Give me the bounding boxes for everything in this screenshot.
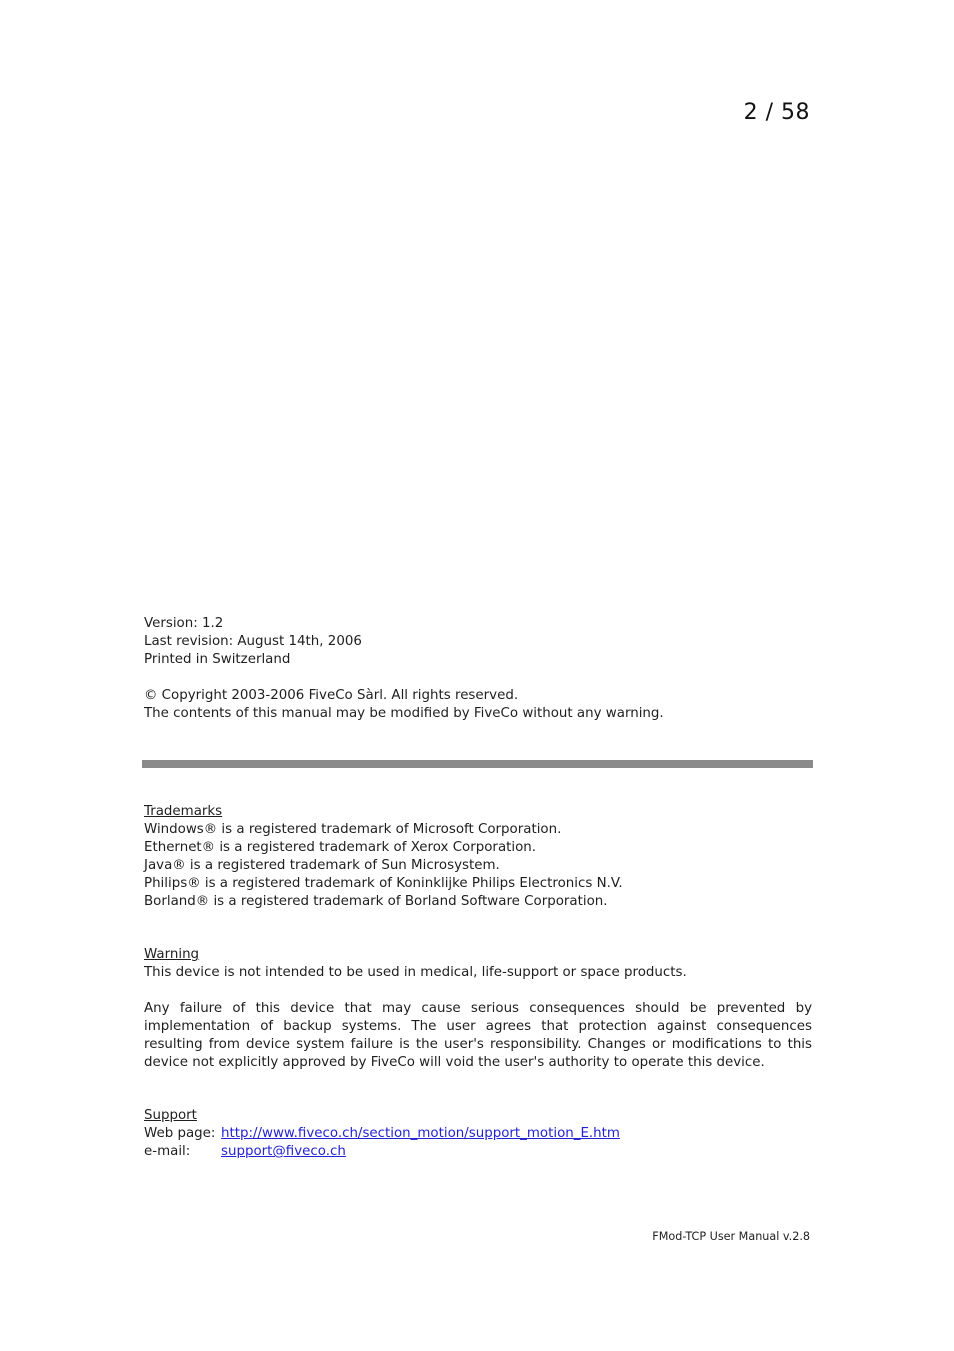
warning-section bbox=[144, 946, 812, 1072]
page-number: 2 / 58 bbox=[743, 100, 810, 125]
email-label: e-mail: bbox=[144, 1144, 191, 1159]
support-web-link[interactable]: http://www.fiveco.ch/section_motion/support_motion_E.htm bbox=[221, 1126, 620, 1141]
support-email-row bbox=[144, 1143, 812, 1161]
last-revision-text: Last revision: August 14th, 2006 bbox=[144, 634, 362, 649]
trademark-item: Windows® is a registered trademark of Microsoft Corporation. bbox=[144, 822, 562, 837]
trademark-item: Philips® is a registered trademark of Koninklijke Philips Electronics N.V. bbox=[144, 876, 623, 891]
footer-text: FMod-TCP User Manual v.2.8 bbox=[652, 1230, 810, 1243]
copyright-text: © Copyright 2003-2006 FiveCo Sàrl. All rights reserved. bbox=[144, 688, 519, 703]
warning-paragraph: Any failure of this device that may cause serious consequences should be prevented by implementation of backup systems. The user agrees that protection against consequences resulting from device system failure is the user's responsibility. Changes or modifications to this device not explicitly approved by FiveCo will void the user's authority to operate this device. bbox=[144, 1001, 812, 1070]
support-heading: Support bbox=[144, 1108, 197, 1123]
printed-in-text: Printed in Switzerland bbox=[144, 652, 291, 667]
document-info bbox=[144, 615, 812, 723]
warning-heading: Warning bbox=[144, 947, 200, 962]
warning-line: This device is not intended to be used in medical, life-support or space products. bbox=[144, 965, 687, 980]
trademarks-heading: Trademarks bbox=[144, 804, 223, 819]
web-page-label: Web page: bbox=[144, 1126, 216, 1141]
modification-notice: The contents of this manual may be modified by FiveCo without any warning. bbox=[144, 706, 664, 721]
trademark-item: Java® is a registered trademark of Sun Microsystem. bbox=[144, 858, 500, 873]
version-text: Version: 1.2 bbox=[144, 616, 224, 631]
section-divider bbox=[142, 760, 813, 768]
trademarks-section bbox=[144, 803, 812, 911]
support-email-link[interactable]: support@fiveco.ch bbox=[221, 1144, 346, 1159]
trademark-item: Ethernet® is a registered trademark of Xerox Corporation. bbox=[144, 840, 537, 855]
support-web-row bbox=[144, 1125, 812, 1143]
trademark-item: Borland® is a registered trademark of Borland Software Corporation. bbox=[144, 894, 608, 909]
support-section bbox=[144, 1107, 812, 1161]
